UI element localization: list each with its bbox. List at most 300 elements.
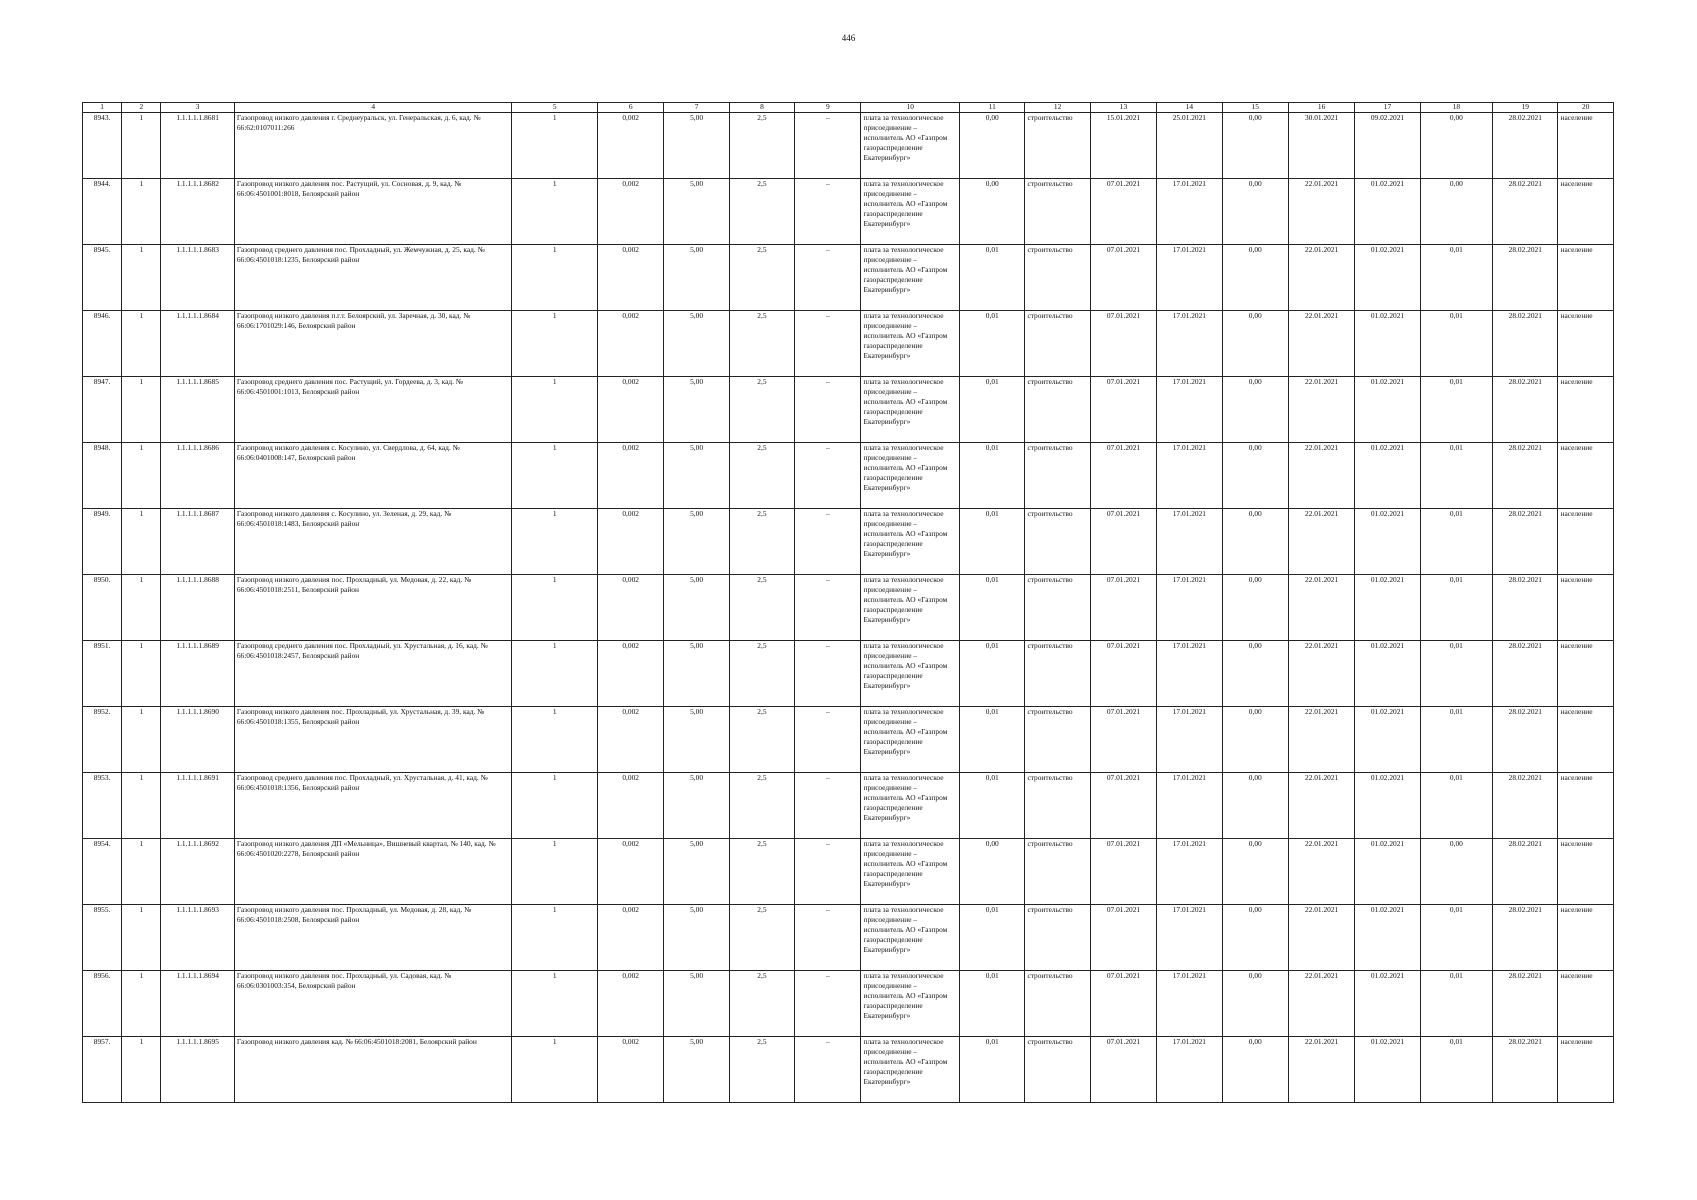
column-header-6: 6 (597, 103, 663, 113)
cell-start-date-2: 22.01.2021 (1288, 707, 1354, 773)
cell-pressure: 5,00 (664, 113, 729, 179)
cell-value-2: 0,01 (1420, 707, 1492, 773)
cell-capacity: 0,01 (960, 443, 1025, 509)
cell-object-code: 1.1.1.1.1.8692 (161, 839, 234, 905)
column-header-16: 16 (1288, 103, 1354, 113)
cell-start-date-1: 07.01.2021 (1090, 1037, 1156, 1103)
cell-completion-date: 28.02.2021 (1493, 443, 1558, 509)
cell-diameter: 2,5 (729, 377, 794, 443)
cell-diameter: 2,5 (729, 245, 794, 311)
cell-start-date-2: 22.01.2021 (1288, 971, 1354, 1037)
cell-object-description: Газопровод среднего давления пос. Прохладный, ул. Хрустальная, д. 16, кад. № 66:06:4501018:2457, Белоярский район (234, 641, 512, 707)
cell-diameter: 2,5 (729, 1037, 794, 1103)
column-header-9: 9 (795, 103, 861, 113)
cell-start-date-2: 22.01.2021 (1288, 905, 1354, 971)
cell-count: 1 (512, 773, 598, 839)
cell-diameter: 2,5 (729, 113, 794, 179)
cell-pressure: 5,00 (664, 179, 729, 245)
cell-start-date-1: 07.01.2021 (1090, 773, 1156, 839)
cell-start-date-1: 07.01.2021 (1090, 905, 1156, 971)
cell-start-date-2: 22.01.2021 (1288, 179, 1354, 245)
cell-completion-date: 28.02.2021 (1493, 179, 1558, 245)
cell-end-date-1: 17.01.2021 (1157, 905, 1222, 971)
cell-capacity: 0,01 (960, 311, 1025, 377)
cell-value-1: 0,00 (1222, 245, 1288, 311)
cell-capacity: 0,01 (960, 707, 1025, 773)
cell-start-date-2: 22.01.2021 (1288, 641, 1354, 707)
cell-pressure: 5,00 (664, 905, 729, 971)
cell-dash: – (795, 707, 861, 773)
cell-consumer-category: население (1558, 839, 1614, 905)
cell-dash: – (795, 971, 861, 1037)
cell-work-type: строительство (1025, 509, 1090, 575)
cell-dash: – (795, 443, 861, 509)
table-row (83, 443, 1614, 509)
cell-end-date-2: 01.02.2021 (1355, 905, 1420, 971)
cell-end-date-1: 17.01.2021 (1157, 773, 1222, 839)
cell-quantity-flag: 1 (122, 1037, 161, 1103)
cell-completion-date: 28.02.2021 (1493, 707, 1558, 773)
column-header-11: 11 (960, 103, 1025, 113)
cell-object-code: 1.1.1.1.1.8688 (161, 575, 234, 641)
cell-value-2: 0,01 (1420, 905, 1492, 971)
cell-capacity: 0,00 (960, 179, 1025, 245)
cell-pressure: 5,00 (664, 1037, 729, 1103)
cell-length: 0,002 (597, 905, 663, 971)
cell-count: 1 (512, 1037, 598, 1103)
cell-end-date-2: 01.02.2021 (1355, 377, 1420, 443)
cell-value-1: 0,00 (1222, 641, 1288, 707)
cell-quantity-flag: 1 (122, 641, 161, 707)
cell-work-type: строительство (1025, 641, 1090, 707)
cell-pressure: 5,00 (664, 377, 729, 443)
cell-completion-date: 28.02.2021 (1493, 113, 1558, 179)
cell-object-code: 1.1.1.1.1.8689 (161, 641, 234, 707)
cell-diameter: 2,5 (729, 641, 794, 707)
cell-count: 1 (512, 113, 598, 179)
cell-object-code: 1.1.1.1.1.8690 (161, 707, 234, 773)
cell-row-number: 8947. (83, 377, 122, 443)
cell-work-type: строительство (1025, 839, 1090, 905)
cell-quantity-flag: 1 (122, 773, 161, 839)
cell-end-date-2: 01.02.2021 (1355, 245, 1420, 311)
cell-funding-source: плата за технологическое присоединение – исполнитель АО «Газпром газораспределение Екатеринбург» (861, 1037, 960, 1103)
table-row (83, 245, 1614, 311)
cell-consumer-category: население (1558, 905, 1614, 971)
cell-quantity-flag: 1 (122, 179, 161, 245)
cell-funding-source: плата за технологическое присоединение – исполнитель АО «Газпром газораспределение Екатеринбург» (861, 839, 960, 905)
cell-object-description: Газопровод низкого давления г. Среднеуральск, ул. Генеральская, д. 6, кад. № 66:62:0107011:266 (234, 113, 512, 179)
cell-value-2: 0,01 (1420, 773, 1492, 839)
cell-start-date-2: 22.01.2021 (1288, 245, 1354, 311)
cell-object-description: Газопровод низкого давления пос. Прохладный, ул. Садовая, кад. № 66:06:0301003:354, Белоярский район (234, 971, 512, 1037)
cell-capacity: 0,01 (960, 377, 1025, 443)
cell-consumer-category: население (1558, 707, 1614, 773)
cell-funding-source: плата за технологическое присоединение – исполнитель АО «Газпром газораспределение Екатеринбург» (861, 905, 960, 971)
table-row (83, 641, 1614, 707)
cell-quantity-flag: 1 (122, 245, 161, 311)
cell-completion-date: 28.02.2021 (1493, 773, 1558, 839)
cell-value-2: 0,01 (1420, 1037, 1492, 1103)
cell-end-date-2: 01.02.2021 (1355, 179, 1420, 245)
cell-consumer-category: население (1558, 641, 1614, 707)
cell-dash: – (795, 377, 861, 443)
cell-work-type: строительство (1025, 377, 1090, 443)
cell-work-type: строительство (1025, 113, 1090, 179)
cell-end-date-1: 17.01.2021 (1157, 575, 1222, 641)
cell-value-2: 0,01 (1420, 971, 1492, 1037)
cell-end-date-1: 17.01.2021 (1157, 1037, 1222, 1103)
cell-count: 1 (512, 905, 598, 971)
cell-start-date-1: 07.01.2021 (1090, 377, 1156, 443)
table-row (83, 113, 1614, 179)
cell-end-date-2: 01.02.2021 (1355, 509, 1420, 575)
cell-pressure: 5,00 (664, 641, 729, 707)
cell-funding-source: плата за технологическое присоединение – исполнитель АО «Газпром газораспределение Екатеринбург» (861, 773, 960, 839)
cell-object-description: Газопровод низкого давления пос. Прохладный, ул. Медовая, д. 22, кад. № 66:06:4501018:2511, Белоярский район (234, 575, 512, 641)
cell-end-date-1: 17.01.2021 (1157, 971, 1222, 1037)
column-header-8: 8 (729, 103, 794, 113)
cell-object-description: Газопровод низкого давления кад. № 66:06:4501018:2081, Белоярский район (234, 1037, 512, 1103)
cell-capacity: 0,00 (960, 839, 1025, 905)
cell-count: 1 (512, 377, 598, 443)
cell-row-number: 8956. (83, 971, 122, 1037)
cell-diameter: 2,5 (729, 509, 794, 575)
cell-object-code: 1.1.1.1.1.8695 (161, 1037, 234, 1103)
cell-consumer-category: население (1558, 377, 1614, 443)
cell-dash: – (795, 905, 861, 971)
cell-object-description: Газопровод низкого давления пос. Прохладный, ул. Хрустальная, д. 39, кад. № 66:06:4501018:1355, Белоярский район (234, 707, 512, 773)
cell-start-date-1: 07.01.2021 (1090, 641, 1156, 707)
cell-consumer-category: население (1558, 1037, 1614, 1103)
cell-consumer-category: население (1558, 245, 1614, 311)
cell-start-date-1: 07.01.2021 (1090, 971, 1156, 1037)
cell-start-date-2: 22.01.2021 (1288, 575, 1354, 641)
cell-value-1: 0,00 (1222, 443, 1288, 509)
cell-funding-source: плата за технологическое присоединение – исполнитель АО «Газпром газораспределение Екатеринбург» (861, 641, 960, 707)
cell-object-description: Газопровод низкого давления с. Косулино, ул. Свердлова, д. 64, кад. № 66:06:0401008:147, Белоярский район (234, 443, 512, 509)
cell-end-date-2: 01.02.2021 (1355, 773, 1420, 839)
cell-pressure: 5,00 (664, 773, 729, 839)
cell-end-date-1: 17.01.2021 (1157, 641, 1222, 707)
cell-work-type: строительство (1025, 179, 1090, 245)
cell-completion-date: 28.02.2021 (1493, 905, 1558, 971)
cell-object-code: 1.1.1.1.1.8687 (161, 509, 234, 575)
cell-completion-date: 28.02.2021 (1493, 839, 1558, 905)
cell-value-2: 0,00 (1420, 179, 1492, 245)
cell-value-1: 0,00 (1222, 113, 1288, 179)
cell-end-date-2: 01.02.2021 (1355, 707, 1420, 773)
cell-value-2: 0,01 (1420, 245, 1492, 311)
cell-end-date-2: 01.02.2021 (1355, 839, 1420, 905)
cell-end-date-1: 17.01.2021 (1157, 377, 1222, 443)
column-header-10: 10 (861, 103, 960, 113)
cell-length: 0,002 (597, 245, 663, 311)
cell-end-date-2: 01.02.2021 (1355, 443, 1420, 509)
column-header-2: 2 (122, 103, 161, 113)
cell-length: 0,002 (597, 509, 663, 575)
cell-quantity-flag: 1 (122, 971, 161, 1037)
cell-value-1: 0,00 (1222, 707, 1288, 773)
cell-completion-date: 28.02.2021 (1493, 311, 1558, 377)
cell-length: 0,002 (597, 773, 663, 839)
cell-end-date-1: 17.01.2021 (1157, 179, 1222, 245)
cell-length: 0,002 (597, 1037, 663, 1103)
column-header-15: 15 (1222, 103, 1288, 113)
column-header-7: 7 (664, 103, 729, 113)
cell-value-2: 0,01 (1420, 311, 1492, 377)
cell-value-2: 0,01 (1420, 509, 1492, 575)
cell-count: 1 (512, 641, 598, 707)
cell-dash: – (795, 113, 861, 179)
cell-diameter: 2,5 (729, 971, 794, 1037)
cell-object-description: Газопровод низкого давления с. Косулино, ул. Зеленая, д. 29, кад. № 66:06:4501018:1483, Белоярский район (234, 509, 512, 575)
cell-end-date-2: 01.02.2021 (1355, 1037, 1420, 1103)
cell-value-1: 0,00 (1222, 905, 1288, 971)
cell-pressure: 5,00 (664, 971, 729, 1037)
cell-work-type: строительство (1025, 1037, 1090, 1103)
cell-consumer-category: население (1558, 443, 1614, 509)
cell-quantity-flag: 1 (122, 113, 161, 179)
cell-length: 0,002 (597, 377, 663, 443)
cell-diameter: 2,5 (729, 773, 794, 839)
cell-object-description: Газопровод среднего давления пос. Прохладный, ул. Хрустальная, д. 41, кад. № 66:06:4501018:1356, Белоярский район (234, 773, 512, 839)
cell-work-type: строительство (1025, 971, 1090, 1037)
cell-completion-date: 28.02.2021 (1493, 641, 1558, 707)
cell-count: 1 (512, 971, 598, 1037)
cell-quantity-flag: 1 (122, 707, 161, 773)
cell-object-description: Газопровод низкого давления пос. Растущий, ул. Сосновая, д. 9, кад. № 66:06:4501001:8018, Белоярский район (234, 179, 512, 245)
cell-dash: – (795, 311, 861, 377)
cell-value-1: 0,00 (1222, 377, 1288, 443)
cell-value-2: 0,00 (1420, 839, 1492, 905)
cell-capacity: 0,01 (960, 575, 1025, 641)
cell-dash: – (795, 773, 861, 839)
cell-consumer-category: население (1558, 179, 1614, 245)
cell-object-description: Газопровод низкого давления пос. Прохладный, ул. Медовая, д. 28, кад. № 66:06:4501018:2508, Белоярский район (234, 905, 512, 971)
cell-end-date-1: 17.01.2021 (1157, 509, 1222, 575)
cell-capacity: 0,01 (960, 971, 1025, 1037)
cell-end-date-2: 09.02.2021 (1355, 113, 1420, 179)
cell-consumer-category: население (1558, 773, 1614, 839)
cell-length: 0,002 (597, 839, 663, 905)
cell-row-number: 8949. (83, 509, 122, 575)
cell-start-date-2: 22.01.2021 (1288, 509, 1354, 575)
table-body (83, 113, 1614, 1103)
cell-work-type: строительство (1025, 245, 1090, 311)
cell-capacity: 0,01 (960, 905, 1025, 971)
cell-pressure: 5,00 (664, 839, 729, 905)
cell-object-code: 1.1.1.1.1.8686 (161, 443, 234, 509)
table-row (83, 773, 1614, 839)
cell-funding-source: плата за технологическое присоединение – исполнитель АО «Газпром газораспределение Екатеринбург» (861, 377, 960, 443)
cell-capacity: 0,01 (960, 509, 1025, 575)
cell-diameter: 2,5 (729, 707, 794, 773)
cell-start-date-2: 22.01.2021 (1288, 443, 1354, 509)
cell-row-number: 8943. (83, 113, 122, 179)
cell-start-date-1: 07.01.2021 (1090, 509, 1156, 575)
cell-value-2: 0,01 (1420, 443, 1492, 509)
cell-consumer-category: население (1558, 575, 1614, 641)
cell-capacity: 0,01 (960, 245, 1025, 311)
cell-value-1: 0,00 (1222, 1037, 1288, 1103)
table-row (83, 575, 1614, 641)
cell-funding-source: плата за технологическое присоединение – исполнитель АО «Газпром газораспределение Екатеринбург» (861, 311, 960, 377)
cell-end-date-1: 25.01.2021 (1157, 113, 1222, 179)
cell-capacity: 0,01 (960, 773, 1025, 839)
cell-diameter: 2,5 (729, 575, 794, 641)
cell-object-code: 1.1.1.1.1.8683 (161, 245, 234, 311)
cell-start-date-2: 30.01.2021 (1288, 113, 1354, 179)
cell-length: 0,002 (597, 971, 663, 1037)
cell-diameter: 2,5 (729, 443, 794, 509)
column-header-12: 12 (1025, 103, 1090, 113)
cell-end-date-2: 01.02.2021 (1355, 311, 1420, 377)
cell-quantity-flag: 1 (122, 509, 161, 575)
cell-completion-date: 28.02.2021 (1493, 509, 1558, 575)
cell-object-code: 1.1.1.1.1.8682 (161, 179, 234, 245)
column-header-3: 3 (161, 103, 234, 113)
cell-funding-source: плата за технологическое присоединение – исполнитель АО «Газпром газораспределение Екатеринбург» (861, 707, 960, 773)
cell-value-2: 0,01 (1420, 377, 1492, 443)
cell-start-date-2: 22.01.2021 (1288, 1037, 1354, 1103)
cell-dash: – (795, 839, 861, 905)
column-header-19: 19 (1493, 103, 1558, 113)
cell-end-date-1: 17.01.2021 (1157, 707, 1222, 773)
cell-work-type: строительство (1025, 773, 1090, 839)
table-row (83, 179, 1614, 245)
cell-length: 0,002 (597, 575, 663, 641)
cell-start-date-2: 22.01.2021 (1288, 839, 1354, 905)
cell-completion-date: 28.02.2021 (1493, 245, 1558, 311)
cell-end-date-1: 17.01.2021 (1157, 245, 1222, 311)
cell-quantity-flag: 1 (122, 443, 161, 509)
cell-count: 1 (512, 575, 598, 641)
table-row (83, 509, 1614, 575)
cell-value-1: 0,00 (1222, 971, 1288, 1037)
cell-length: 0,002 (597, 443, 663, 509)
cell-row-number: 8955. (83, 905, 122, 971)
cell-count: 1 (512, 509, 598, 575)
table-row (83, 839, 1614, 905)
cell-diameter: 2,5 (729, 311, 794, 377)
cell-funding-source: плата за технологическое присоединение – исполнитель АО «Газпром газораспределение Екатеринбург» (861, 245, 960, 311)
cell-completion-date: 28.02.2021 (1493, 575, 1558, 641)
cell-quantity-flag: 1 (122, 839, 161, 905)
column-header-1: 1 (83, 103, 122, 113)
cell-count: 1 (512, 179, 598, 245)
cell-count: 1 (512, 311, 598, 377)
cell-diameter: 2,5 (729, 839, 794, 905)
cell-object-description: Газопровод среднего давления пос. Растущий, ул. Гордеева, д. 3, кад. № 66:06:4501001:1013, Белоярский район (234, 377, 512, 443)
column-header-4: 4 (234, 103, 512, 113)
cell-row-number: 8952. (83, 707, 122, 773)
cell-end-date-2: 01.02.2021 (1355, 641, 1420, 707)
cell-quantity-flag: 1 (122, 575, 161, 641)
cell-row-number: 8946. (83, 311, 122, 377)
cell-value-2: 0,01 (1420, 641, 1492, 707)
cell-start-date-1: 07.01.2021 (1090, 443, 1156, 509)
column-header-14: 14 (1157, 103, 1222, 113)
cell-funding-source: плата за технологическое присоединение – исполнитель АО «Газпром газораспределение Екатеринбург» (861, 179, 960, 245)
column-header-5: 5 (512, 103, 598, 113)
cell-object-code: 1.1.1.1.1.8691 (161, 773, 234, 839)
table-row (83, 905, 1614, 971)
cell-start-date-2: 22.01.2021 (1288, 377, 1354, 443)
cell-value-1: 0,00 (1222, 311, 1288, 377)
cell-count: 1 (512, 839, 598, 905)
table-row (83, 1037, 1614, 1103)
cell-length: 0,002 (597, 641, 663, 707)
cell-row-number: 8950. (83, 575, 122, 641)
table-row (83, 971, 1614, 1037)
column-number-row (83, 103, 1614, 113)
cell-start-date-1: 07.01.2021 (1090, 575, 1156, 641)
cell-start-date-1: 07.01.2021 (1090, 179, 1156, 245)
cell-end-date-1: 17.01.2021 (1157, 443, 1222, 509)
page-number: 446 (841, 33, 856, 43)
cell-completion-date: 28.02.2021 (1493, 1037, 1558, 1103)
cell-value-1: 0,00 (1222, 575, 1288, 641)
cell-row-number: 8954. (83, 839, 122, 905)
cell-work-type: строительство (1025, 905, 1090, 971)
cell-end-date-2: 01.02.2021 (1355, 575, 1420, 641)
cell-value-2: 0,00 (1420, 113, 1492, 179)
cell-funding-source: плата за технологическое присоединение – исполнитель АО «Газпром газораспределение Екатеринбург» (861, 509, 960, 575)
cell-dash: – (795, 509, 861, 575)
cell-work-type: строительство (1025, 707, 1090, 773)
cell-consumer-category: население (1558, 971, 1614, 1037)
cell-start-date-1: 07.01.2021 (1090, 245, 1156, 311)
cell-start-date-1: 07.01.2021 (1090, 839, 1156, 905)
column-header-13: 13 (1090, 103, 1156, 113)
cell-row-number: 8948. (83, 443, 122, 509)
cell-length: 0,002 (597, 179, 663, 245)
cell-funding-source: плата за технологическое присоединение – исполнитель АО «Газпром газораспределение Екатеринбург» (861, 113, 960, 179)
cell-funding-source: плата за технологическое присоединение – исполнитель АО «Газпром газораспределение Екатеринбург» (861, 575, 960, 641)
cell-start-date-1: 07.01.2021 (1090, 707, 1156, 773)
cell-length: 0,002 (597, 311, 663, 377)
cell-row-number: 8953. (83, 773, 122, 839)
cell-object-code: 1.1.1.1.1.8681 (161, 113, 234, 179)
cell-object-description: Газопровод низкого давления п.г.т. Белоярский, ул. Заречная, д. 30, кад. № 66:06:1701029:146, Белоярский район (234, 311, 512, 377)
cell-pressure: 5,00 (664, 245, 729, 311)
cell-count: 1 (512, 707, 598, 773)
cell-diameter: 2,5 (729, 905, 794, 971)
cell-pressure: 5,00 (664, 311, 729, 377)
cell-capacity: 0,01 (960, 1037, 1025, 1103)
cell-row-number: 8945. (83, 245, 122, 311)
cell-capacity: 0,00 (960, 113, 1025, 179)
cell-pressure: 5,00 (664, 575, 729, 641)
cell-consumer-category: население (1558, 509, 1614, 575)
column-header-17: 17 (1355, 103, 1420, 113)
cell-consumer-category: население (1558, 113, 1614, 179)
cell-object-code: 1.1.1.1.1.8684 (161, 311, 234, 377)
cell-start-date-2: 22.01.2021 (1288, 311, 1354, 377)
cell-length: 0,002 (597, 113, 663, 179)
cell-quantity-flag: 1 (122, 311, 161, 377)
column-header-20: 20 (1558, 103, 1614, 113)
cell-dash: – (795, 179, 861, 245)
cell-value-2: 0,01 (1420, 575, 1492, 641)
cell-object-code: 1.1.1.1.1.8693 (161, 905, 234, 971)
cell-pressure: 5,00 (664, 509, 729, 575)
cell-row-number: 8951. (83, 641, 122, 707)
cell-completion-date: 28.02.2021 (1493, 971, 1558, 1037)
cell-object-code: 1.1.1.1.1.8685 (161, 377, 234, 443)
cell-dash: – (795, 575, 861, 641)
